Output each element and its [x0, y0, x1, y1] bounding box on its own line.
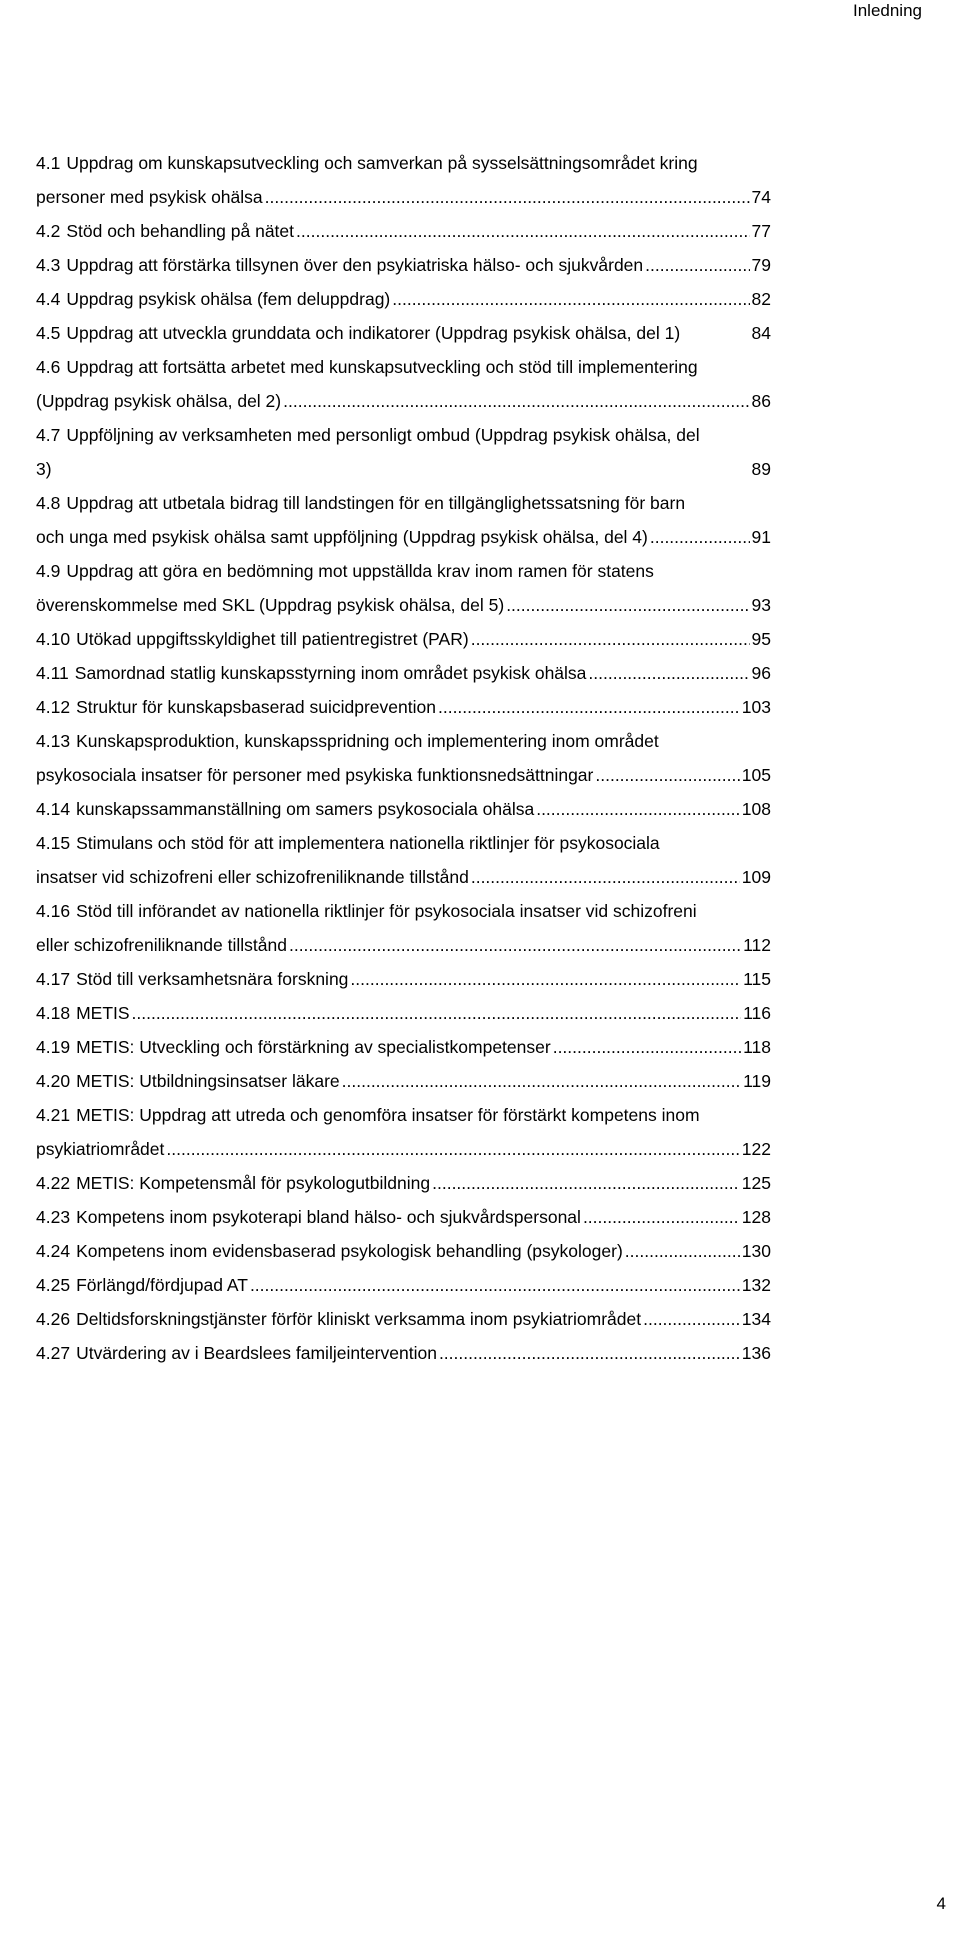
toc-entry-title-line: Uppdrag att göra en bedömning mot uppställda krav inom ramen för statens — [66, 561, 654, 581]
toc-entry[interactable] — [36, 1268, 771, 1302]
dot-leader — [536, 792, 740, 826]
toc-entry-title-line: Kunskapsproduktion, kunskapsspridning och implementering inom området — [76, 731, 659, 751]
dot-leader — [296, 214, 750, 248]
toc-entry[interactable] — [36, 146, 771, 214]
toc-entry-number: 4.3 — [36, 255, 61, 275]
toc-entry-title-line: 3) — [36, 459, 52, 479]
toc-entry[interactable] — [36, 418, 771, 486]
toc-entry-number: 4.18 — [36, 1003, 71, 1023]
toc-entry-page: 103 — [741, 697, 771, 717]
toc-entry-title: Deltidsforskningstjänster förför kliniskt verksamma inom psykiatriområdet — [76, 1309, 642, 1329]
toc-entry-title-line: personer med psykisk ohälsa — [36, 187, 263, 207]
toc-entry-title: METIS: Kompetensmål för psykologutbildning — [76, 1173, 431, 1193]
dot-leader — [283, 384, 749, 418]
toc-entry[interactable] — [36, 1098, 771, 1166]
toc-entry[interactable] — [36, 690, 771, 724]
toc-entry-title-line: Uppdrag om kunskapsutveckling och samverkan på sysselsättningsområdet kring — [66, 153, 698, 173]
toc-entry-number: 4.21 — [36, 1105, 71, 1125]
toc-entry-title-line: insatser vid schizofreni eller schizofreniliknande tillstånd — [36, 867, 469, 887]
toc-entry-title: METIS — [76, 1003, 130, 1023]
toc-entry[interactable] — [36, 248, 771, 282]
toc-entry-number: 4.15 — [36, 833, 71, 853]
toc-entry-page: 128 — [741, 1207, 771, 1227]
toc-entry-number: 4.11 — [36, 663, 69, 683]
toc-entry-number: 4.27 — [36, 1343, 71, 1363]
toc-entry-title: Utökad uppgiftsskyldighet till patientregistret (PAR) — [76, 629, 469, 649]
toc-entry-page: 134 — [741, 1309, 771, 1329]
toc-entry-page: 132 — [741, 1275, 771, 1295]
toc-entry-page: 105 — [741, 765, 771, 785]
dot-leader — [595, 758, 739, 792]
dot-leader — [250, 1268, 740, 1302]
toc-entry-title-line: METIS: Uppdrag att utreda och genomföra insatser för förstärkt kompetens inom — [76, 1105, 700, 1125]
toc-entry-title-line: Stimulans och stöd för att implementera nationella riktlinjer för psykosociala — [76, 833, 660, 853]
toc-entry[interactable] — [36, 1200, 771, 1234]
toc-entry[interactable] — [36, 282, 771, 316]
toc-entry-page: 136 — [741, 1343, 771, 1363]
dot-leader — [265, 180, 750, 214]
dot-leader — [471, 622, 750, 656]
toc-entry-page: 74 — [751, 187, 771, 207]
toc-entry-page: 116 — [743, 1003, 771, 1023]
toc-entry-title-line: och unga med psykisk ohälsa samt uppföljning (Uppdrag psykisk ohälsa, del 4) — [36, 527, 648, 547]
toc-entry-number: 4.20 — [36, 1071, 71, 1091]
toc-entry[interactable] — [36, 1336, 771, 1370]
dot-leader — [342, 1064, 741, 1098]
toc-entry-page: 122 — [741, 1139, 771, 1159]
toc-entry-title-line: psykiatriområdet — [36, 1139, 165, 1159]
dot-leader — [553, 1030, 741, 1064]
toc-entry-number: 4.26 — [36, 1309, 71, 1329]
page-number: 4 — [936, 1894, 946, 1913]
toc-entry[interactable] — [36, 724, 771, 792]
toc-entry-title-line: psykosociala insatser för personer med psykiska funktionsnedsättningar — [36, 765, 594, 785]
toc-entry-title-line: eller schizofreniliknande tillstånd — [36, 935, 287, 955]
toc-entry-page: 96 — [751, 663, 771, 683]
dot-leader — [588, 656, 749, 690]
toc-entry[interactable] — [36, 962, 771, 996]
toc-entry[interactable] — [36, 1302, 771, 1336]
toc-entry-title: Kompetens inom psykoterapi bland hälso- och sjukvårdspersonal — [76, 1207, 581, 1227]
toc-entry[interactable] — [36, 1064, 771, 1098]
dot-leader — [645, 248, 749, 282]
toc-entry-title: Stöd till verksamhetsnära forskning — [76, 969, 349, 989]
toc-entry-title-line: överenskommelse med SKL (Uppdrag psykisk ohälsa, del 5) — [36, 595, 505, 615]
toc-entry[interactable] — [36, 1234, 771, 1268]
toc-entry[interactable] — [36, 792, 771, 826]
toc-entry-page: 77 — [751, 221, 771, 241]
toc-entry-number: 4.2 — [36, 221, 61, 241]
toc-entry[interactable] — [36, 996, 771, 1030]
dot-leader — [506, 588, 749, 622]
toc-entry-page: 119 — [743, 1071, 771, 1091]
toc-entry-number: 4.7 — [36, 425, 61, 445]
dot-leader — [132, 996, 742, 1030]
toc-entry[interactable] — [36, 1166, 771, 1200]
toc-entry-page: 84 — [751, 323, 771, 343]
dot-leader — [471, 860, 740, 894]
toc-entry-number: 4.6 — [36, 357, 61, 377]
toc-entry-title: Uppdrag att förstärka tillsynen över den psykiatriska hälso- och sjukvården — [66, 255, 644, 275]
toc-entry[interactable] — [36, 350, 771, 418]
toc-entry-page: 115 — [743, 969, 771, 989]
dot-leader — [643, 1302, 740, 1336]
dot-leader — [625, 1234, 740, 1268]
toc-entry-number: 4.14 — [36, 799, 71, 819]
toc-entry-title: Utvärdering av i Beardslees familjeintervention — [76, 1343, 437, 1363]
toc-entry-title-line: Stöd till införandet av nationella riktlinjer för psykosociala insatser vid schizofreni — [76, 901, 697, 921]
toc-entry[interactable] — [36, 826, 771, 894]
toc-entry-page: 82 — [751, 289, 771, 309]
toc-entry-title: Samordnad statlig kunskapsstyrning inom området psykisk ohälsa — [74, 663, 587, 683]
toc-entry-title-line: Uppdrag att fortsätta arbetet med kunskapsutveckling och stöd till implementering — [66, 357, 698, 377]
toc-entry-page: 109 — [741, 867, 771, 887]
toc-entry[interactable] — [36, 1030, 771, 1064]
toc-entry-page: 93 — [751, 595, 771, 615]
toc-entry-page: 91 — [751, 527, 771, 547]
toc-entry-title: METIS: Utbildningsinsatser läkare — [76, 1071, 340, 1091]
toc-entry[interactable] — [36, 622, 771, 656]
dot-leader — [432, 1166, 740, 1200]
toc-entry-number: 4.17 — [36, 969, 71, 989]
toc-entry-title-line: (Uppdrag psykisk ohälsa, del 2) — [36, 391, 282, 411]
toc-entry-title: Förlängd/fördjupad AT — [76, 1275, 248, 1295]
toc-entry[interactable] — [36, 554, 771, 622]
dot-leader — [439, 1336, 740, 1370]
toc-entry[interactable] — [36, 656, 771, 690]
toc-entry-page: 112 — [743, 935, 771, 955]
dot-leader — [350, 962, 741, 996]
toc-entry-page: 130 — [741, 1241, 771, 1261]
toc-entry-title: Kompetens inom evidensbaserad psykologisk behandling (psykologer) — [76, 1241, 623, 1261]
toc-entry-title-line: Uppdrag att utbetala bidrag till landstingen för en tillgänglighetssatsning för barn — [66, 493, 686, 513]
toc-entry-title: Struktur för kunskapsbaserad suicidprevention — [76, 697, 436, 717]
toc-entry-title: Uppdrag psykisk ohälsa (fem deluppdrag) — [66, 289, 391, 309]
dot-leader — [392, 282, 749, 316]
toc-entry-page: 108 — [741, 799, 771, 819]
toc-entry-page: 89 — [751, 459, 771, 479]
toc-entry-number: 4.24 — [36, 1241, 71, 1261]
toc-entry-page: 118 — [743, 1037, 771, 1057]
toc-entry-number: 4.8 — [36, 493, 61, 513]
running-header: Inledning — [852, 1, 922, 20]
toc-entry-number: 4.19 — [36, 1037, 71, 1057]
toc-entry-number: 4.10 — [36, 629, 71, 649]
toc-entry[interactable] — [36, 894, 771, 962]
toc-entry-page: 125 — [741, 1173, 771, 1193]
toc-entry-page: 86 — [751, 391, 771, 411]
dot-leader — [166, 1132, 739, 1166]
dot-leader — [438, 690, 740, 724]
toc-entry-title: Uppdrag att utveckla grunddata och indikatorer (Uppdrag psykisk ohälsa, del 1) — [66, 323, 681, 343]
toc-entry-title: METIS: Utveckling och förstärkning av specialistkompetenser — [76, 1037, 551, 1057]
toc-entry-page: 95 — [751, 629, 771, 649]
toc-entry-title-line: Uppföljning av verksamheten med personligt ombud (Uppdrag psykisk ohälsa, del — [66, 425, 700, 445]
toc-entry-number: 4.13 — [36, 731, 71, 751]
toc-entry-number: 4.16 — [36, 901, 71, 921]
toc-entry-page: 79 — [751, 255, 771, 275]
toc-entry-number: 4.25 — [36, 1275, 71, 1295]
toc-entry-number: 4.12 — [36, 697, 71, 717]
toc-entry[interactable] — [36, 214, 771, 248]
toc-entry-number: 4.9 — [36, 561, 61, 581]
toc-entry-number: 4.22 — [36, 1173, 71, 1193]
toc-entry-number: 4.1 — [36, 153, 61, 173]
dot-leader — [289, 928, 741, 962]
toc-entry[interactable] — [36, 486, 771, 554]
toc-entry-number: 4.4 — [36, 289, 61, 309]
toc-entry-title: kunskapssammanställning om samers psykosociala ohälsa — [76, 799, 535, 819]
toc-entry-number: 4.5 — [36, 323, 61, 343]
toc-entry[interactable] — [36, 316, 771, 350]
toc-entry-number: 4.23 — [36, 1207, 71, 1227]
toc-entry-title: Stöd och behandling på nätet — [66, 221, 295, 241]
dot-leader — [650, 520, 750, 554]
dot-leader — [583, 1200, 740, 1234]
